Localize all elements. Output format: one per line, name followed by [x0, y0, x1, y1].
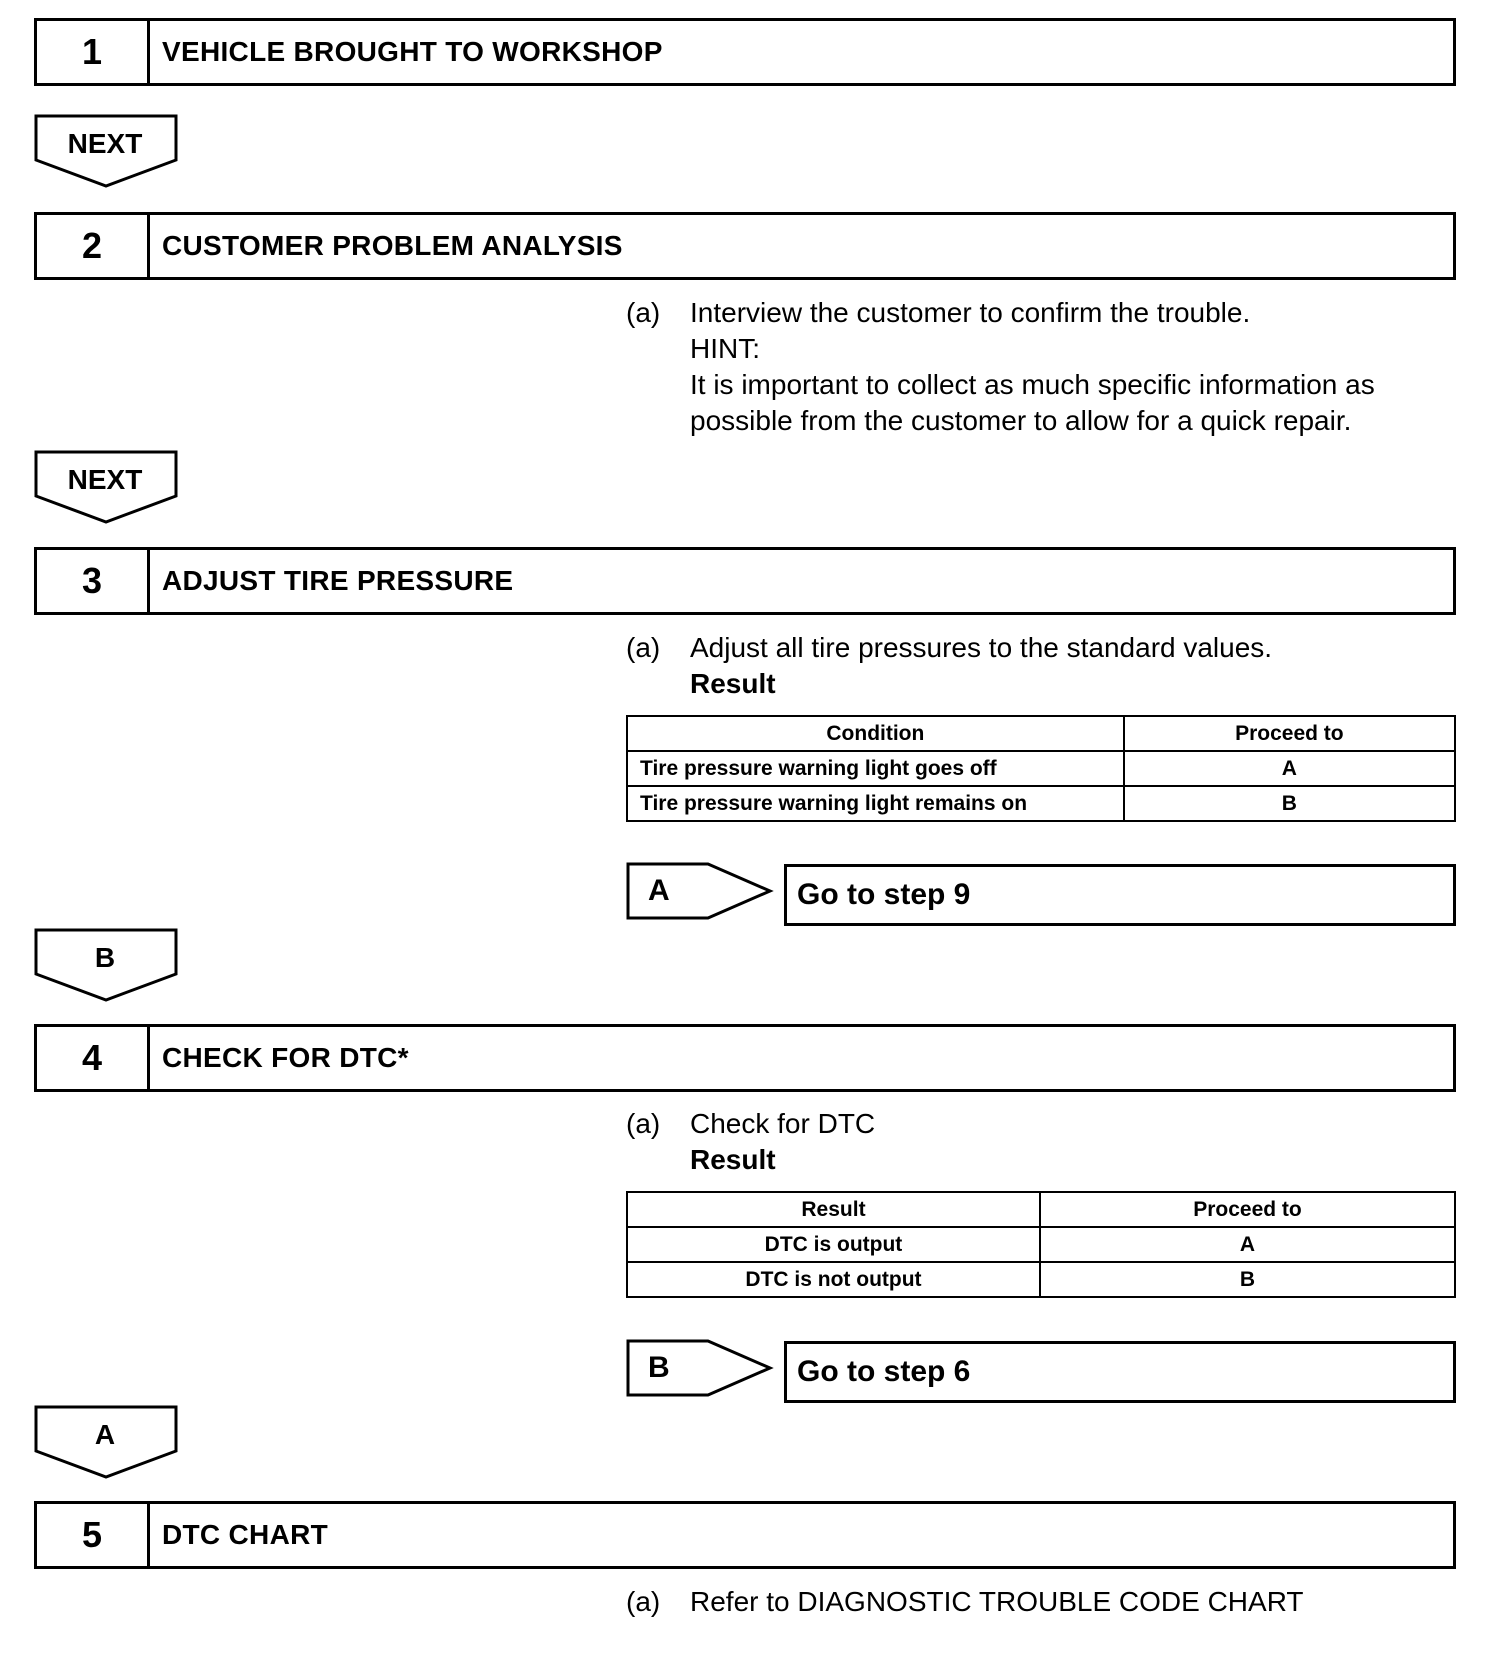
- proceed-cell: A: [1040, 1227, 1455, 1262]
- step-number: 4: [37, 1027, 150, 1089]
- item-label: (a): [626, 1586, 661, 1617]
- step-title: CUSTOMER PROBLEM ANALYSIS: [162, 230, 623, 261]
- arrow-label: B: [94, 942, 116, 973]
- next-arrow-2: [34, 450, 178, 524]
- result-cell: DTC is not output: [627, 1262, 1040, 1297]
- header-cell: Condition: [627, 716, 1124, 751]
- header-cell: Proceed to: [1124, 716, 1455, 751]
- goto-link[interactable]: Go to step 6: [784, 1341, 1456, 1403]
- item-label: (a): [626, 1108, 661, 1139]
- goto-letter: B: [648, 1351, 670, 1384]
- item-label: (a): [626, 632, 661, 663]
- step-1-header: [34, 18, 1456, 86]
- header-cell: Result: [627, 1192, 1040, 1227]
- step-5-header: [34, 1501, 1456, 1569]
- condition-cell: Tire pressure warning light remains on: [627, 786, 1124, 821]
- step-4-goto: [626, 1339, 1456, 1403]
- step-3-header: [34, 547, 1456, 615]
- step-title: DTC CHART: [162, 1519, 329, 1550]
- branch-arrow-b: [34, 928, 178, 1002]
- goto-letter: A: [648, 874, 670, 907]
- proceed-cell: B: [1124, 786, 1455, 821]
- step-title: ADJUST TIRE PRESSURE: [162, 565, 514, 596]
- arrow-label: NEXT: [67, 464, 143, 495]
- hint-label: HINT:: [690, 333, 760, 364]
- step-title: VEHICLE BROUGHT TO WORKSHOP: [162, 36, 663, 67]
- proceed-cell: A: [1124, 751, 1455, 786]
- step-3-instruction: [626, 630, 1456, 702]
- arrow-label: NEXT: [67, 128, 143, 159]
- table-row: [627, 1262, 1455, 1297]
- step-4-result-table: [626, 1191, 1456, 1298]
- step-title: CHECK FOR DTC*: [162, 1042, 409, 1073]
- table-header-row: [627, 1192, 1455, 1227]
- table-row: [627, 751, 1455, 786]
- step-number: 2: [37, 215, 150, 277]
- step-2-instruction: [626, 295, 1456, 439]
- step-number: 1: [37, 21, 150, 83]
- goto-link[interactable]: Go to step 9: [784, 864, 1456, 926]
- branch-arrow-a: [34, 1405, 178, 1479]
- step-3-goto: [626, 862, 1456, 926]
- step-5-instruction: [626, 1584, 1456, 1620]
- hint-text: It is important to collect as much specific information as possible from the customer to allow for a quick repair.: [690, 369, 1375, 436]
- table-row: [627, 1227, 1455, 1262]
- table-header-row: [627, 716, 1455, 751]
- result-cell: DTC is output: [627, 1227, 1040, 1262]
- condition-cell: Tire pressure warning light goes off: [627, 751, 1124, 786]
- step-3-result-table: [626, 715, 1456, 822]
- step-number: 5: [37, 1504, 150, 1566]
- instruction-text: Adjust all tire pressures to the standard values.: [690, 632, 1273, 663]
- result-label: Result: [690, 668, 776, 699]
- header-cell: Proceed to: [1040, 1192, 1455, 1227]
- step-2-header: [34, 212, 1456, 280]
- step-4-instruction: [626, 1106, 1456, 1178]
- arrow-label: A: [94, 1419, 116, 1450]
- item-label: (a): [626, 297, 661, 328]
- instruction-text: Interview the customer to confirm the trouble.: [690, 297, 1251, 328]
- table-row: [627, 786, 1455, 821]
- next-arrow-1: [34, 114, 178, 188]
- step-number: 3: [37, 550, 150, 612]
- result-label: Result: [690, 1144, 776, 1175]
- proceed-cell: B: [1040, 1262, 1455, 1297]
- step-4-header: [34, 1024, 1456, 1092]
- instruction-text: Check for DTC: [690, 1108, 876, 1139]
- instruction-text[interactable]: Refer to DIAGNOSTIC TROUBLE CODE CHART: [690, 1586, 1304, 1617]
